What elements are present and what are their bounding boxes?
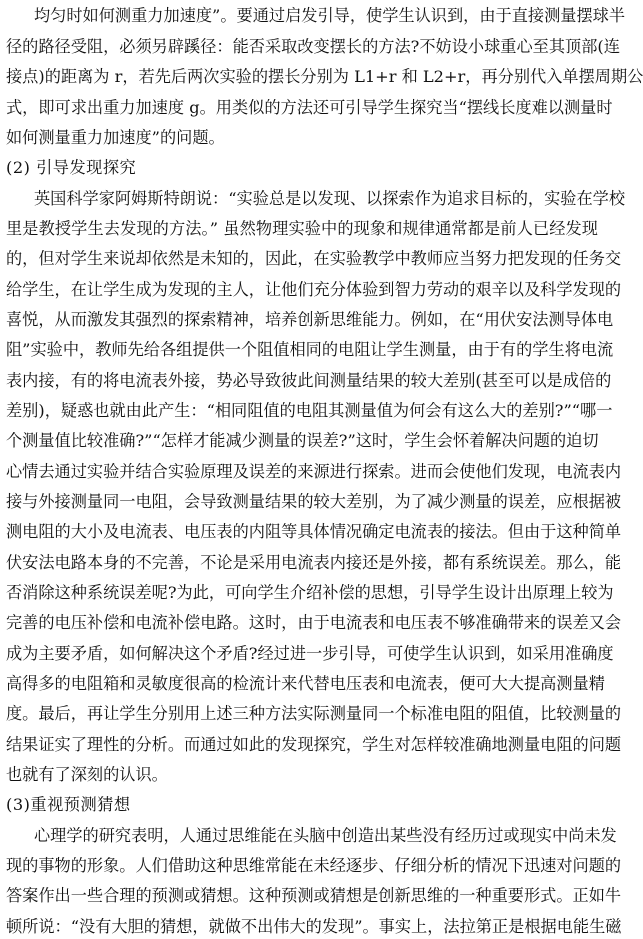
text-line: 伏安法电路本身的不完善，不论是采用电流表内接还是外接，都有系统误差。那么，能 (6, 553, 622, 572)
text-line: 表内接，有的将电流表外接，势必导致彼此间测量结果的较大差别(甚至可以是成倍的 (6, 371, 612, 390)
text-line: 给学生，在让学生成为发现的主人，让他们充分体验到智力劳动的艰辛以及科学发现的 (6, 280, 622, 299)
text-line: 里是教授学生去发现的方法。” 虽然物理实验中的现象和规律通常都是前人已经发现 (6, 219, 598, 238)
text-line: 接点)的距离为 r，若先后两次实验的摆长分别为 L1+r 和 L2+r，再分别代入单摆周期公 (6, 67, 643, 86)
text-line: 结果证实了理性的分析。而通过如此的发现探究，学生对怎样较准确地测量电阻的问题 (6, 735, 622, 754)
text-line: 心理学的研究表明，人通过思维能在头脑中创造出某些没有经历过或现实中尚未发 (34, 826, 617, 845)
text-line: 喜悦，从而激发其强烈的探索精神，培养创新思维能力。例如，在“用伏安法测导体电 (6, 310, 614, 329)
text-line: 均匀时如何测重力加速度”。要通过启发引导，使学生认识到，由于直接测量摆球半 (34, 6, 626, 25)
text-line: 心情去通过实验并结合实验原理及误差的来源进行探索。进而会使他们发现，电流表内 (6, 462, 622, 481)
text-line: 完善的电压补偿和电流补偿电路。这时，由于电流表和电压表不够准确带来的误差又会 (6, 613, 622, 632)
section-heading: (2) 引导发现探究 (6, 158, 137, 177)
text-line: 成为主要矛盾，如何解决这个矛盾?经过进一步引导，可使学生认识到，如采用准确度 (6, 644, 614, 663)
text-line: 高得多的电阻箱和灵敏度很高的检流计来代替电压表和电流表，便可大大提高测量精 (6, 674, 605, 693)
text-line: 的，但对学生来说却依然是未知的，因此，在实验教学中教师应当努力把发现的任务交 (6, 249, 622, 268)
text-line: 否消除这种系统误差呢?为此，可向学生介绍补偿的思想，引导学生设计出原理上较为 (6, 583, 614, 602)
text-line: 式，即可求出重力加速度 g。用类似的方法还可引导学生探究当“摆线长度难以测量时 (6, 98, 613, 117)
text-line: 英国科学家阿姆斯特朗说：“实验总是以发现、以探索作为追求目标的，实验在学校 (34, 189, 626, 208)
text-line: 现的事物的形象。人们借助这种思维常能在未经逐步、仔细分析的情况下迅速对问题的 (6, 856, 622, 875)
text-line: 测电阻的大小及电流表、电压表的内阻等具体情况确定电流表的接法。但由于这种简单 (6, 522, 622, 541)
text-line: 答案作出一些合理的预测或猜想。这种预测或猜想是创新思维的一种重要形式。正如牛 (6, 886, 622, 905)
text-line: 顿所说：“没有大胆的猜想，就做不出伟大的发现”。事实上，法拉第正是根据电能生磁 (6, 917, 622, 936)
text-line: 阻”实验中，教师先给各组提供一个阻值相同的电阻让学生测量，由于有的学生将电流 (6, 340, 614, 359)
text-line: 度。最后，再让学生分别用上述三种方法实际测量同一个标准电阻的阻值，比较测量的 (6, 704, 622, 723)
text-line: 如何测量重力加速度”的问题。 (6, 128, 225, 147)
section-heading: (3)重视预测猜想 (6, 795, 131, 814)
text-line: 差别)，疑惑也就由此产生：“相同阻值的电阻其测量值为何会有这么大的差别?”“哪一 (6, 401, 613, 420)
text-line: 接与外接测量同一电阻，会导致测量结果的较大差别，为了减少测量的误差，应根据被 (6, 492, 622, 511)
text-line: 个测量值比较准确?”“怎样才能减少测量的误差?”这时，学生会怀着解决问题的迫切 (6, 431, 599, 450)
text-line: 径的路径受阻，必须另辟蹊径：能否采取改变摆长的方法?不妨设小球重心至其顶部(连 (6, 37, 620, 56)
text-line: 也就有了深刻的认识。 (6, 765, 168, 784)
